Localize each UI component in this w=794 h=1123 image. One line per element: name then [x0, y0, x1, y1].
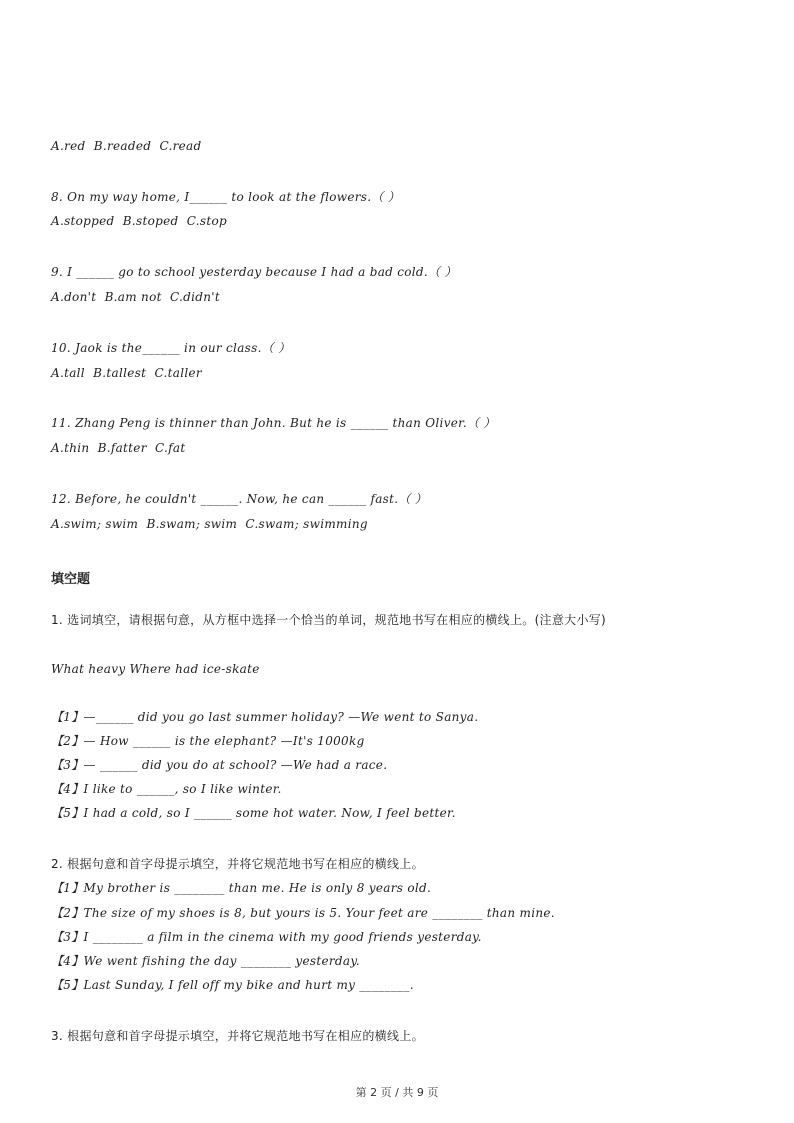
fill-q1-item: 【4】I like to ______, so I like winter. — [51, 782, 282, 796]
q9-options: A.don't B.am not C.didn't — [51, 290, 220, 304]
page-number: 第 2 页 / 共 9 页 — [355, 1086, 439, 1099]
fill-q2-item: 【4】We went fishing the day ________ yesterday. — [51, 954, 360, 968]
fill-q2-item: 【1】My brother is ________ than me. He is only 8 years old. — [51, 881, 432, 895]
fill-q1-item: 【1】—______ did you go last summer holiday? —We went to Sanya. — [51, 710, 479, 724]
q8-question: 8. On my way home, I______ to look at the flowers.（ ） — [51, 190, 401, 204]
q10-options: A.tall B.tallest C.taller — [51, 366, 202, 380]
fill-q2-instruction: 2. 根据句意和首字母提示填空，并将它规范地书写在相应的横线上。 — [51, 857, 424, 871]
fill-q2-item: 【2】The size of my shoes is 8, but yours is 5. Your feet are ________ than mine. — [51, 906, 555, 920]
fill-q1-item: 【2】— How ______ is the elephant? —It's 1000kg — [51, 734, 365, 748]
fill-q2-item: 【3】I ________ a film in the cinema with my good friends yesterday. — [51, 930, 482, 944]
fill-q2-item: 【5】Last Sunday, I fell off my bike and hurt my ________. — [51, 978, 414, 992]
fill-q1-item: 【5】I had a cold, so I ______ some hot water. Now, I feel better. — [51, 806, 456, 820]
q9-question: 9. I ______ go to school yesterday because I had a bad cold.（ ） — [51, 265, 457, 279]
section-title: 填空题 — [51, 572, 91, 587]
q12-question: 12. Before, he couldn't ______. Now, he can ______ fast.（ ） — [51, 492, 428, 506]
fill-q1-instruction: 1. 选词填空，请根据句意，从方框中选择一个恰当的单词，规范地书写在相应的横线上。(注意大小写) — [51, 613, 607, 627]
fill-q1-word-box: What heavy Where had ice-skate — [51, 662, 260, 676]
q7-options: A.red B.readed C.read — [51, 139, 202, 153]
q10-question: 10. Jaok is the______ in our class.（ ） — [51, 341, 291, 355]
q12-options: A.swim; swim B.swam; swim C.swam; swimming — [51, 517, 368, 531]
q8-options: A.stopped B.stoped C.stop — [51, 214, 227, 228]
q11-options: A.thin B.fatter C.fat — [51, 441, 186, 455]
fill-q3-instruction: 3. 根据句意和首字母提示填空，并将它规范地书写在相应的横线上。 — [51, 1029, 424, 1043]
q11-question: 11. Zhang Peng is thinner than John. But he is ______ than Oliver.（ ） — [51, 416, 496, 430]
fill-q1-item: 【3】— ______ did you do at school? —We had a race. — [51, 758, 388, 772]
